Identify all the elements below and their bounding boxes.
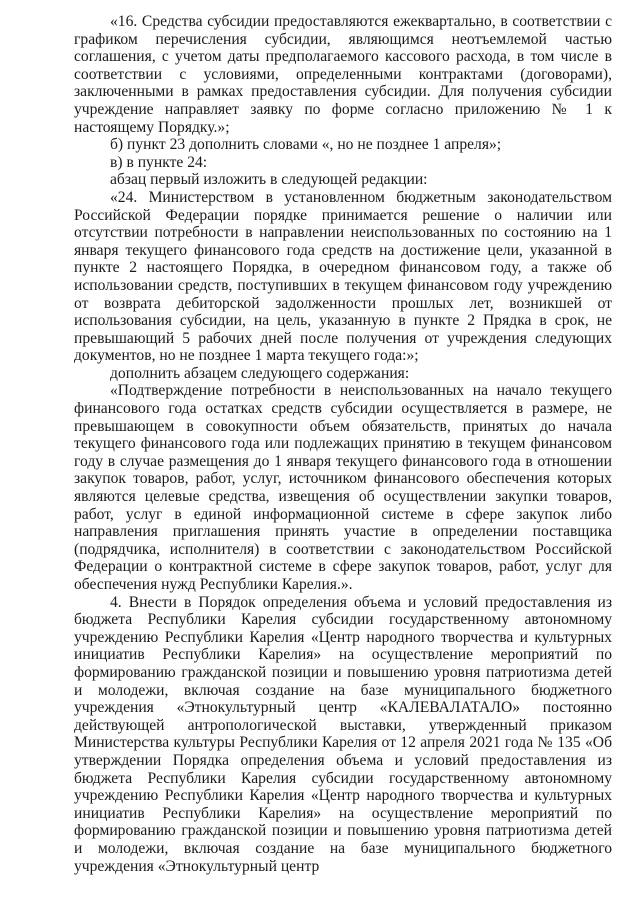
paragraph-item-v: в) в пункте 24:: [110, 153, 208, 171]
paragraph-clause-16: «16. Средства субсидии предоставляются ежеквартально, в соответствии с графиком перечисления субсидии, являющимся неотъемлемой частью соглашения, с учетом даты предполагаемого кассового расхода, в том числе в соответствии с условиями, определенными контрактами (договорами), заключенными в рамках предоставления субсидии. Для получения субсидии учреждение направляет заявку по форме согласно приложению № 1 к настоящему Порядку.»;: [74, 13, 612, 136]
paragraph-clause-24: «24. Министерством в установленном бюджетным законодательством Российской Федерации порядке принимается решение о наличии или отсутствии потребности в направлении неиспользованных по состоянию на 1 января текущего финансового года средств на достижение цели, указанной в пункте 2 настоящего Порядка, в очередном финансовом году, а также об использовании средств, поступивших в текущем финансовом году учреждению от возврата дебиторской задолженности прошлых лет, возникшей от использования субсидии, на цель, указанную в пункте 2 Прядка в срок, не превышающий 5 рабочих дней после получения от учреждения следующих документов, но не позднее 1 марта текущего года:»;: [74, 188, 612, 365]
paragraph-item-4: 4. Внести в Порядок определения объема и условий предоставления из бюджета Республики Карелия субсидии государственному автономному учреждению Республики Карелия «Центр народного творчества и культурных инициатив Республики Карелия» на осуществление мероприятий по формированию гражданской позиции и повышению уровня патриотизма детей и молодежи, включая создание на базе муниципального бюджетного учреждения «Этнокультурный центр «КАЛЕВАЛАТАЛО» постоянно действующей антропологической выставки, утвержденный приказом Министерства культуры Республики Карелия от 12 апреля 2021 года № 135 «Об утверждении Порядка определения объема и условий предоставления из бюджета Республики Карелия субсидии государственному автономному учреждению Республики Карелия «Центр народного творчества и культурных инициатив Республики Карелия» на осуществление мероприятий по формированию гражданской позиции и повышению уровня патриотизма детей и молодежи, включая создание на базе муниципального бюджетного учреждения «Этнокультурный центр: [74, 593, 612, 875]
paragraph-item-b: б) пункт 23 дополнить словами «, но не позднее 1 апреля»;: [110, 136, 502, 154]
paragraph-add-abzac: дополнить абзацем следующего содержания:: [110, 364, 410, 382]
paragraph-first-abzac: абзац первый изложить в следующей редакции:: [110, 171, 428, 189]
paragraph-confirmation: «Подтверждение потребности в неиспользованных на начало текущего финансового года остатках средств субсидии осуществляется в размере, не превышающем в совокупности объем обязательств, принятых до начала текущего финансового года или подлежащих принятию в текущем финансовом году в случае размещения до 1 января текущего финансового года в отношении закупок товаров, работ, услуг, источником финансового обеспечения которых являются целевые средства, извещения об осуществлении закупки товаров, работ, услуг в единой информационной системе в сфере закупок либо направления приглашения принять участие в определении поставщика (подрядчика, исполнителя) в соответствии с законодательством Российской Федерации о контрактной системе в сфере закупок товаров, работ, услуг для обеспечения нужд Республики Карелия.».: [74, 382, 612, 593]
